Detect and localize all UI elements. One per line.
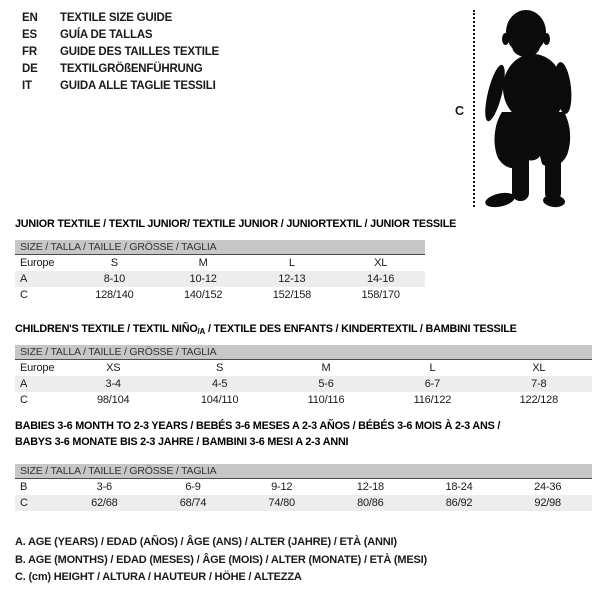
section-title: JUNIOR TEXTILE / TEXTIL JUNIOR/ TEXTILE JUNIOR / JUNIORTEXTIL / JUNIOR TESSILE [15, 218, 457, 230]
size-cell: 86/92 [445, 497, 473, 509]
table-row [15, 255, 425, 271]
language-code: EN [22, 11, 38, 24]
size-cell: 14-16 [367, 273, 395, 285]
size-cell: 152/158 [272, 289, 312, 301]
junior-textile-section [15, 216, 457, 303]
section-title-subscript: /A [197, 327, 206, 336]
footnotes [15, 534, 427, 587]
size-cell: 62/68 [91, 497, 118, 509]
table-row [15, 376, 592, 392]
row-label: A [20, 273, 28, 285]
size-cell: 116/122 [413, 394, 452, 406]
language-code: IT [22, 79, 32, 92]
size-cell: S [216, 362, 224, 374]
size-cell: L [288, 257, 295, 269]
children-textile-section [15, 321, 592, 408]
height-measure-label: C [455, 104, 464, 118]
language-code: DE [22, 62, 38, 75]
language-row [22, 77, 219, 94]
footnote-line-a: A. AGE (YEARS) / EDAD (AÑOS) / ÂGE (ANS) / ALTER (JAHRE) / ETÀ (ANNI) [15, 536, 397, 548]
height-measure-line [473, 10, 475, 207]
language-label: GUIDA ALLE TAGLIE TESSILI [60, 79, 216, 92]
row-label: A [20, 378, 28, 390]
table-row [15, 392, 592, 408]
size-cell: 5-6 [318, 378, 334, 390]
size-cell: 104/110 [200, 394, 239, 406]
row-label: C [20, 497, 28, 509]
size-cell: 6-7 [424, 378, 441, 390]
table-row [15, 271, 425, 287]
table-row [15, 287, 425, 303]
footnote-line-b: B. AGE (MONTHS) / EDAD (MESES) / ÂGE (MOIS) / ALTER (MONATE) / ETÀ (MESI) [15, 553, 427, 566]
section-title [15, 321, 592, 337]
language-row [22, 60, 219, 77]
size-cell: M [321, 362, 331, 374]
size-cell: 110/116 [307, 394, 345, 406]
language-list [22, 9, 219, 94]
size-cell: 3-4 [105, 378, 121, 390]
size-cell: 9-12 [271, 481, 293, 493]
size-cell: 18-24 [445, 481, 473, 493]
size-cell: 74/80 [268, 497, 295, 509]
size-cell: 12-13 [278, 273, 306, 285]
size-cell: 4-5 [211, 378, 228, 390]
size-cell: 140/152 [183, 289, 223, 301]
row-label: B [20, 481, 28, 493]
size-cell: XL [532, 362, 546, 374]
row-label: C [20, 394, 28, 406]
table-row [15, 495, 592, 511]
size-cell: 3-6 [96, 481, 112, 493]
section-title-text: CHILDREN'S TEXTILE / TEXTIL NIÑO [15, 323, 198, 335]
size-cell: 6-9 [185, 481, 201, 493]
row-label: Europe [20, 257, 55, 269]
language-label: TEXTILE SIZE GUIDE [60, 11, 173, 24]
size-cell: XS [106, 362, 121, 374]
babies-textile-section [15, 418, 592, 511]
size-cell: 128/140 [95, 289, 134, 301]
size-cell: M [198, 257, 208, 269]
size-cell: 8-10 [103, 273, 125, 285]
size-cell: 158/170 [361, 289, 400, 301]
section-title-line2: BABYS 3-6 MONATE BIS 2-3 JAHRE / BAMBINI 3-6 MESI A 2-3 ANNI [15, 436, 349, 448]
language-code: ES [22, 28, 37, 41]
table-row [15, 360, 592, 376]
row-label: Europe [20, 362, 55, 374]
size-cell: 10-12 [189, 273, 217, 285]
baby-silhouette-icon [482, 8, 577, 208]
language-row [22, 9, 219, 26]
size-cell: L [429, 362, 436, 374]
size-cell: 7-8 [531, 378, 547, 390]
size-cell: 80/86 [357, 497, 384, 509]
language-code: FR [22, 45, 37, 58]
section-title-line1: BABIES 3-6 MONTH TO 2-3 YEARS / BEBÉS 3-6 MESES A 2-3 AÑOS / BÉBÉS 3-6 MOIS À 2-3 ANS / [15, 420, 501, 432]
table-row [15, 479, 592, 495]
size-cell: 12-18 [356, 481, 384, 493]
size-header-bar: SIZE / TALLA / TAILLE / GRÖSSE / TAGLIA [15, 240, 425, 255]
row-label: C [20, 289, 28, 301]
size-cell: 122/128 [519, 394, 559, 406]
footnote-line-c: C. (cm) HEIGHT / ALTURA / HAUTEUR / HÖHE / ALTEZZA [15, 571, 302, 583]
size-cell: 92/98 [534, 497, 561, 509]
size-header-bar: SIZE / TALLA / TAILLE / GRÖSSE / TAGLIA [15, 464, 592, 479]
size-cell: 24-36 [534, 481, 562, 493]
language-label: TEXTILGRÖßENFÜHRUNG [60, 62, 203, 75]
language-row [22, 43, 219, 60]
size-cell: 98/104 [96, 394, 130, 406]
language-label: GUÍA DE TALLAS [60, 28, 153, 41]
language-row [22, 26, 219, 43]
size-cell: XL [374, 257, 388, 269]
size-cell: S [110, 257, 118, 269]
language-label: GUIDE DES TAILLES TEXTILE [60, 45, 219, 58]
size-cell: 68/74 [179, 497, 207, 509]
section-title [15, 418, 592, 450]
section-title-text: / TEXTILE DES ENFANTS / KINDERTEXTIL / BAMBINI TESSILE [205, 323, 517, 335]
size-header-bar: SIZE / TALLA / TAILLE / GRÖSSE / TAGLIA [15, 345, 592, 360]
